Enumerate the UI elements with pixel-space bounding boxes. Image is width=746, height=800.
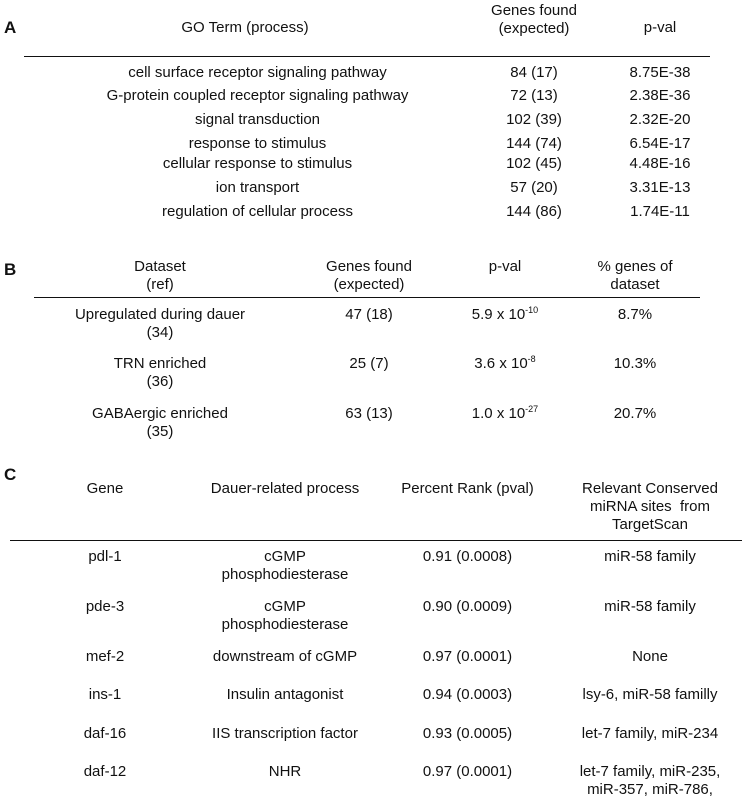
- p-value-base: 1.0 x 10: [471, 405, 526, 422]
- gene-name: mef-2: [85, 648, 125, 665]
- genes-found: 47 (18): [345, 306, 393, 323]
- gene-name: pde-3: [85, 598, 125, 615]
- gene-name: ins-1: [88, 686, 122, 703]
- genes-found: 84 (17): [510, 64, 558, 81]
- p-value: [440, 405, 570, 423]
- table-c-header-process: Dauer-related process: [210, 480, 360, 497]
- go-term: signal transduction: [194, 111, 321, 128]
- percent-rank: 0.90 (0.0009): [422, 598, 513, 615]
- pct-genes: 20.7%: [613, 405, 657, 422]
- go-term: regulation of cellular process: [162, 203, 353, 220]
- percent-rank: 0.91 (0.0008): [422, 548, 513, 565]
- pct-genes: 10.3%: [613, 355, 657, 372]
- table-a-header-term: GO Term (process): [181, 19, 309, 36]
- dauer-process: IIS transcription factor: [212, 725, 358, 742]
- go-term: ion transport: [215, 179, 300, 196]
- table-c-rule: [10, 540, 742, 541]
- panel-label-a: A: [4, 18, 17, 37]
- percent-rank: 0.94 (0.0003): [422, 686, 513, 703]
- table-b-header-pval: p-val: [488, 258, 522, 275]
- go-term: response to stimulus: [188, 135, 327, 152]
- p-value-base: 5.9 x 10: [471, 306, 526, 323]
- genes-found: 144 (74): [506, 135, 562, 152]
- dataset-name: Upregulated during dauer (34): [74, 306, 246, 341]
- mirna-sites: let-7 family, miR-234: [581, 725, 719, 742]
- table-c-header-mirna: Relevant Conserved miRNA sites from TargetScan: [582, 480, 718, 533]
- mirna-sites: let-7 family, miR-235, miR-357, miR-786,: [579, 763, 721, 798]
- percent-rank: 0.97 (0.0001): [422, 763, 513, 780]
- table-a-header-genes: Genes found (expected): [491, 2, 577, 37]
- p-value: 8.75E-38: [629, 64, 691, 81]
- p-value-exponent: -27: [525, 404, 539, 414]
- panel-label-c: C: [4, 465, 17, 484]
- table-b-rule: [34, 297, 700, 298]
- table-c-header-rank: Percent Rank (pval): [401, 480, 534, 497]
- gene-name: daf-16: [83, 725, 127, 742]
- p-value: [440, 306, 570, 324]
- mirna-sites: miR-58 family: [604, 598, 696, 615]
- go-term: cell surface receptor signaling pathway: [128, 64, 387, 81]
- p-value: 2.32E-20: [629, 111, 691, 128]
- dauer-process: downstream of cGMP: [212, 648, 358, 665]
- mirna-sites: miR-58 family: [604, 548, 696, 565]
- p-value: [440, 355, 570, 373]
- go-term: G-protein coupled receptor signaling pathway: [106, 87, 409, 104]
- p-value-exponent: -8: [527, 354, 536, 364]
- p-value: 1.74E-11: [630, 203, 690, 220]
- p-value: 2.38E-36: [629, 87, 691, 104]
- genes-found: 102 (45): [506, 155, 562, 172]
- table-a-rule: [24, 56, 710, 57]
- dauer-process: Insulin antagonist: [226, 686, 344, 703]
- gene-name: daf-12: [83, 763, 127, 780]
- gene-name: pdl-1: [88, 548, 122, 565]
- genes-found: 102 (39): [506, 111, 562, 128]
- dauer-process: NHR: [268, 763, 302, 780]
- dataset-name: TRN enriched (36): [113, 355, 207, 390]
- go-term: cellular response to stimulus: [162, 155, 353, 172]
- table-a-header-pval: p-val: [643, 19, 677, 36]
- table-b-header-genes: Genes found (expected): [326, 258, 412, 293]
- panel-label-b: B: [4, 260, 17, 279]
- table-b-header-pct: % genes of dataset: [597, 258, 673, 293]
- genes-found: 57 (20): [510, 179, 558, 196]
- p-value: 4.48E-16: [629, 155, 691, 172]
- dauer-process: cGMP phosphodiesterase: [221, 598, 349, 633]
- genes-found: 25 (7): [349, 355, 389, 372]
- table-b-header-dataset: Dataset (ref): [134, 258, 186, 293]
- p-value: 3.31E-13: [629, 179, 691, 196]
- dataset-name: GABAergic enriched (35): [92, 405, 228, 440]
- p-value-exponent: -10: [525, 305, 539, 315]
- table-c-header-gene: Gene: [86, 480, 124, 497]
- pct-genes: 8.7%: [617, 306, 653, 323]
- p-value: 6.54E-17: [629, 135, 691, 152]
- genes-found: 144 (86): [506, 203, 562, 220]
- dauer-process: cGMP phosphodiesterase: [221, 548, 349, 583]
- percent-rank: 0.97 (0.0001): [422, 648, 513, 665]
- mirna-sites: None: [632, 648, 668, 665]
- percent-rank: 0.93 (0.0005): [422, 725, 513, 742]
- genes-found: 63 (13): [345, 405, 393, 422]
- mirna-sites: lsy-6, miR-58 familly: [582, 686, 718, 703]
- p-value-base: 3.6 x 10: [474, 355, 528, 372]
- genes-found: 72 (13): [510, 87, 558, 104]
